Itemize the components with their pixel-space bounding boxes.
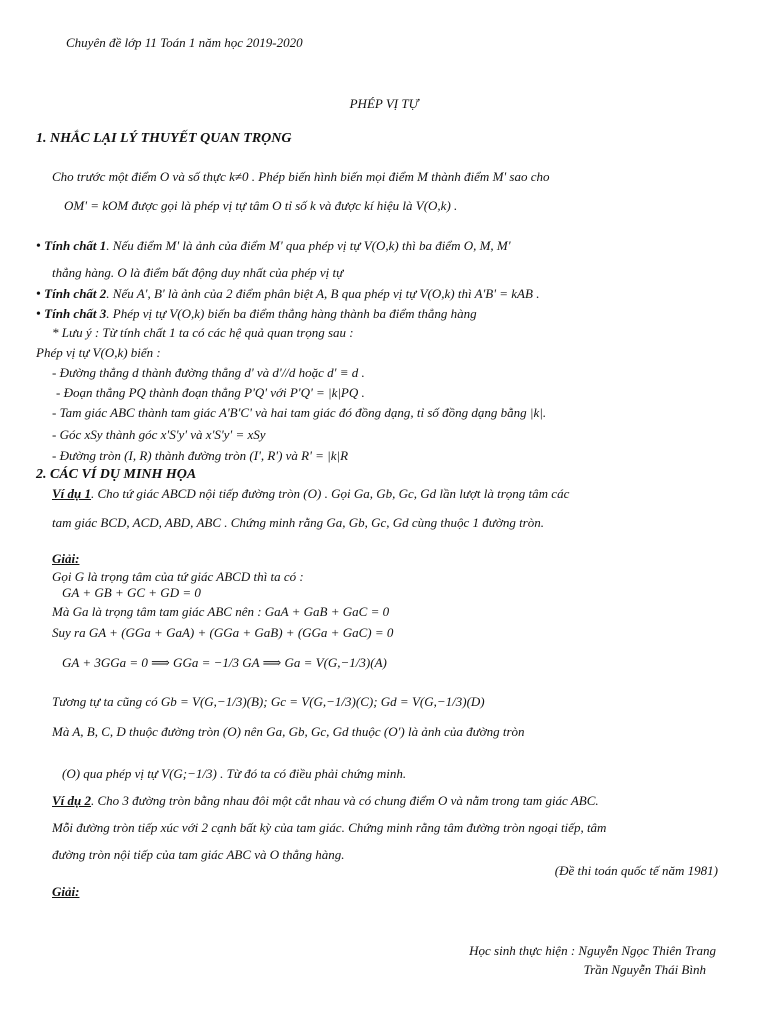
solution-1-label: Giải:	[52, 551, 80, 566]
solution-line: Gọi G là trọng tâm của tứ giác ABCD thì ta có :	[52, 569, 304, 584]
property-2	[36, 286, 539, 303]
example-2-text: . Cho 3 đường tròn bằng nhau đôi một cắt nhau và có chung điểm O và nằm trong tam giác ABC.	[91, 793, 599, 808]
solution-line: Mà A, B, C, D thuộc đường tròn (O) nên Ga, Gb, Gc, Gd thuộc (O') là ảnh của đường tròn	[52, 724, 525, 739]
solution-line: GA + GB + GC + GD = 0	[62, 585, 201, 600]
solution-line: (O) qua phép vị tự V(G;−1/3) . Từ đó ta có điều phải chứng minh.	[62, 766, 407, 781]
example-2-cont: đường tròn nội tiếp của tam giác ABC và O thẳng hàng.	[52, 847, 345, 862]
consequence-item: - Góc xSy thành góc x'S'y' và x'S'y' = xSy	[52, 427, 266, 442]
solution-line: Mà Ga là trọng tâm tam giác ABC nên : GaA + GaB + GaC = 0	[52, 604, 390, 619]
property-1-cont: thẳng hàng. O là điểm bất động duy nhất của phép vị tự	[52, 265, 344, 280]
example-1	[52, 486, 569, 502]
property-3	[36, 306, 477, 323]
author-line-1: Học sinh thực hiện : Nguyễn Ngọc Thiên Trang	[469, 943, 716, 958]
example-2-cont: Mỗi đường tròn tiếp xúc với 2 cạnh bất kỳ của tam giác. Chứng minh rằng tâm đường tròn ngoại tiếp, tâm	[52, 820, 607, 835]
homothety-maps: Phép vị tự V(O,k) biến :	[36, 345, 161, 360]
solution-2-label: Giải:	[52, 884, 80, 899]
doc-title: PHÉP VỊ TỰ	[349, 96, 419, 111]
consequence-item: - Đoạn thẳng PQ thành đoạn thẳng P'Q' với P'Q' = |k|PQ .	[56, 385, 365, 400]
consequence-item: - Tam giác ABC thành tam giác A'B'C' và hai tam giác đó đồng dạng, tỉ số đồng dạng bằng |k|.	[52, 405, 547, 420]
definition-line-2: OM' = kOM được gọi là phép vị tự tâm O tỉ số k và được kí hiệu là V(O,k) .	[64, 198, 458, 213]
definition-line-1: Cho trước một điểm O và số thực k≠0 . Phép biến hình biến mọi điểm M thành điểm M' sao cho	[52, 169, 550, 184]
example-1-label: Ví dụ 1	[52, 486, 92, 501]
bullet-icon: •	[36, 239, 41, 254]
property-1-text: . Nếu điểm M' là ảnh của điểm M' qua phép vị tự V(O,k) thì ba điểm O, M, M'	[106, 238, 511, 253]
note: * Lưu ý : Từ tính chất 1 ta có các hệ quả quan trọng sau :	[52, 325, 354, 340]
bullet-icon: •	[36, 287, 41, 302]
bullet-icon: •	[36, 307, 41, 322]
example-1-cont: tam giác BCD, ACD, ABD, ABC . Chứng minh rằng Ga, Gb, Gc, Gd cùng thuộc 1 đường tròn.	[52, 515, 544, 530]
example-2	[52, 793, 599, 809]
example-2-label: Ví dụ 2	[52, 793, 92, 808]
property-1-label: Tính chất 1	[44, 238, 107, 253]
section-1-heading: 1. NHẮC LẠI LÝ THUYẾT QUAN TRỌNG	[36, 131, 292, 146]
solution-line: GA + 3GGa = 0 ⟹ GGa = −1/3 GA ⟹ Ga = V(G,−1/3)(A)	[62, 655, 387, 670]
section-2-heading: 2. CÁC VÍ DỤ MINH HỌA	[36, 467, 197, 482]
example-2-source: (Đề thi toán quốc tế năm 1981)	[554, 863, 718, 878]
consequence-item: - Đường thẳng d thành đường thẳng d' và d'//d hoặc d' ≡ d .	[52, 365, 365, 380]
property-2-label: Tính chất 2	[44, 286, 107, 301]
example-1-text: . Cho tứ giác ABCD nội tiếp đường tròn (O) . Gọi Ga, Gb, Gc, Gd lần lượt là trọng tâm các	[91, 486, 570, 501]
consequence-item: - Đường tròn (I, R) thành đường tròn (I', R') và R' = |k|R	[52, 448, 349, 463]
solution-line: Tương tự ta cũng có Gb = V(G,−1/3)(B); Gc = V(G,−1/3)(C); Gd = V(G,−1/3)(D)	[52, 694, 485, 709]
author-line-2: Trần Nguyễn Thái Bình	[583, 962, 706, 977]
solution-line: Suy ra GA + (GGa + GaA) + (GGa + GaB) + (GGa + GaC) = 0	[52, 625, 394, 640]
property-2-text: . Nếu A', B' là ảnh của 2 điểm phân biệt A, B qua phép vị tự V(O,k) thì A'B' = kAB .	[106, 286, 540, 301]
property-3-text: . Phép vị tự V(O,k) biến ba điểm thẳng hàng thành ba điểm thẳng hàng	[106, 306, 477, 321]
property-3-label: Tính chất 3	[44, 306, 107, 321]
property-1	[36, 238, 511, 255]
page-header: Chuyên đề lớp 11 Toán 1 năm học 2019-2020	[66, 35, 303, 50]
